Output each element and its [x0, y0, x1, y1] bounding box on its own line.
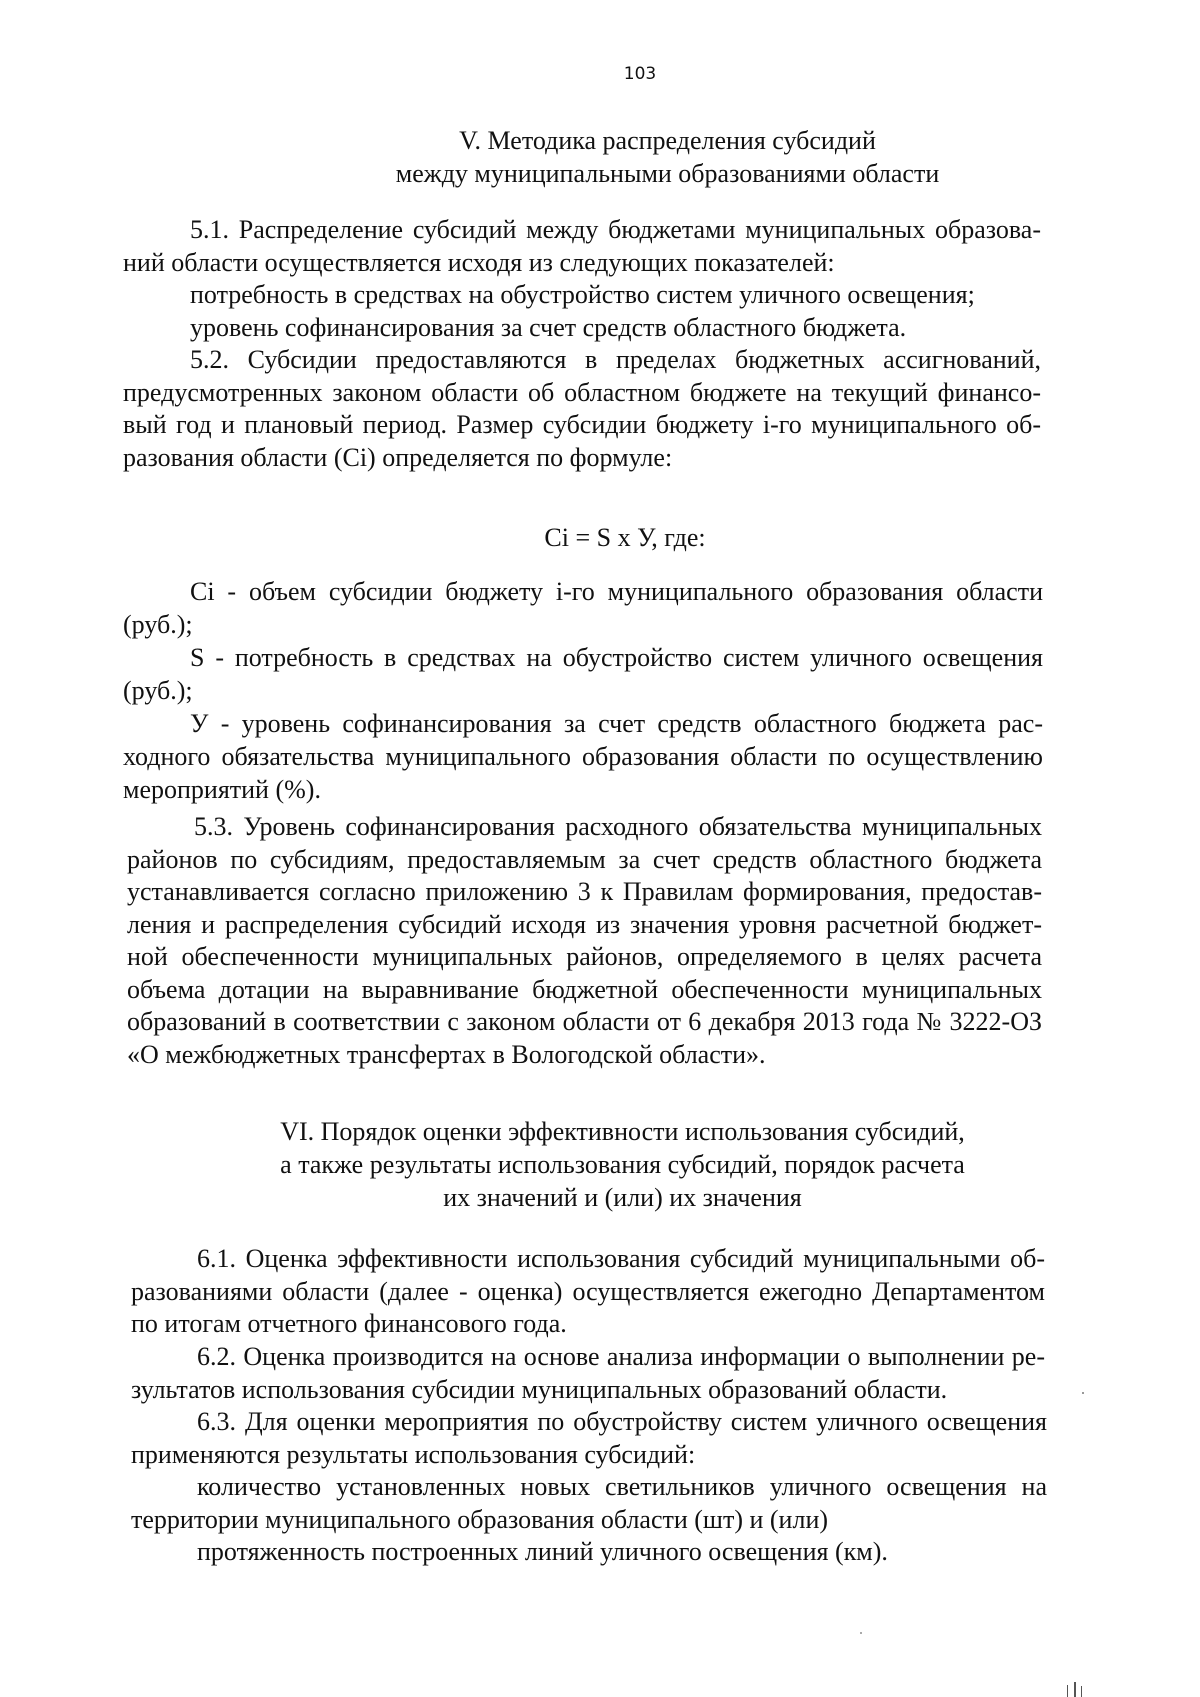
paragraph-5-2 [123, 344, 1041, 474]
text-line: (руб.); [123, 676, 193, 705]
paragraph-5-3 [127, 811, 1042, 1071]
section-5-heading [0, 124, 1200, 189]
formula: Ci = S x У, где: [544, 523, 706, 552]
text-line: 6.2. Оценка производится на основе анализа информации о выполнении ре- [197, 1342, 1045, 1371]
text-line: уровень софинансирования за счет средств областного бюджета. [190, 312, 907, 342]
scan-speck [1082, 1392, 1084, 1394]
text-line: потребность в средствах на обустройство систем уличного освещения; [190, 280, 975, 309]
paragraph-6-1 [131, 1243, 1045, 1341]
text-line: разованиями области (далее - оценка) осуществляется ежегодно Департаментом [131, 1276, 1045, 1306]
text-line: ний области осуществляется исходя из следующих показателей: [123, 247, 835, 277]
text-line: объема дотации на выравнивание бюджетной обеспеченности муниципальных [127, 974, 1042, 1004]
text-line: У - уровень софинансирования за счет средств областного бюджета рас- [190, 709, 1043, 738]
text-line: применяются результаты использования субсидий: [131, 1439, 696, 1469]
page-number: 103 [623, 64, 657, 84]
text-line: зультатов использования субсидии муниципальных образований области. [131, 1374, 948, 1404]
heading-line: V. Методика распределения субсидий [459, 126, 876, 155]
scan-speck [860, 1632, 862, 1634]
text-line: предусмотренных законом области об областном бюджете на текущий финансо- [123, 377, 1041, 407]
text-line: территории муниципального образования области (шт) и (или) [131, 1504, 829, 1534]
text-line: ходного обязательства муниципального образования области по осуществлению [123, 742, 1043, 771]
text-line: 5.2. Субсидии предоставляются в пределах бюджетных ассигнований, [190, 345, 1041, 374]
paragraph-6-2 [131, 1341, 1045, 1406]
text-line: (руб.); [123, 610, 193, 639]
text-line: ления и распределения субсидий исходя из значения уровня расчетной бюджет- [127, 909, 1042, 939]
text-line: 5.1. Распределение субсидий между бюджетами муниципальных образова- [190, 215, 1041, 244]
text-line: «О межбюджетных трансфертах в Вологодской области». [127, 1039, 766, 1069]
text-line: протяженность построенных линий уличного освещения (км). [197, 1537, 888, 1566]
text-line: устанавливается согласно приложению 3 к Правилам формирования, предостав- [127, 877, 1042, 906]
heading-line: их значений и (или) их значения [443, 1183, 802, 1212]
text-line: мероприятий (%). [123, 775, 321, 804]
section-6-heading [0, 1115, 1200, 1214]
text-line: вый год и плановый период. Размер субсидии бюджету i-го муниципального об- [123, 410, 1041, 439]
formula-definitions [123, 575, 1043, 806]
text-line: 6.1. Оценка эффективности использования субсидий муниципальными об- [197, 1244, 1045, 1273]
text-line: S - потребность в средствах на обустройство систем уличного освещения [190, 643, 1043, 672]
text-line: районов по субсидиям, предоставляемым за счет средств областного бюджета [127, 844, 1042, 874]
text-line: количество установленных новых светильников уличного освещения на [197, 1472, 1047, 1501]
paragraph-6-3 [131, 1406, 1047, 1569]
paragraph-5-1 [123, 214, 1041, 344]
text-line: Ci - объем субсидии бюджету i-го муниципального образования области [190, 577, 1043, 606]
text-line: образований в соответствии с законом области от 6 декабря 2013 года № 3222-ОЗ [127, 1007, 1042, 1036]
text-line: разования области (Ci) определяется по формуле: [123, 442, 673, 472]
scan-edge-mark [1067, 1685, 1068, 1697]
text-line: по итогам отчетного финансового года. [131, 1309, 567, 1338]
heading-line: между муниципальными образованиями области [395, 158, 940, 188]
scan-edge-mark [1081, 1686, 1082, 1697]
heading-line: VI. Порядок оценки эффективности использования субсидий, [280, 1117, 965, 1146]
text-line: ной обеспеченности муниципальных районов, определяемого в целях расчета [127, 942, 1042, 971]
scan-edge-mark [1074, 1682, 1076, 1697]
text-line: 5.3. Уровень софинансирования расходного обязательства муниципальных [194, 812, 1042, 841]
text-line: 6.3. Для оценки мероприятия по обустройству систем уличного освещения [197, 1407, 1047, 1436]
heading-line: а также результаты использования субсидий, порядок расчета [280, 1150, 965, 1179]
